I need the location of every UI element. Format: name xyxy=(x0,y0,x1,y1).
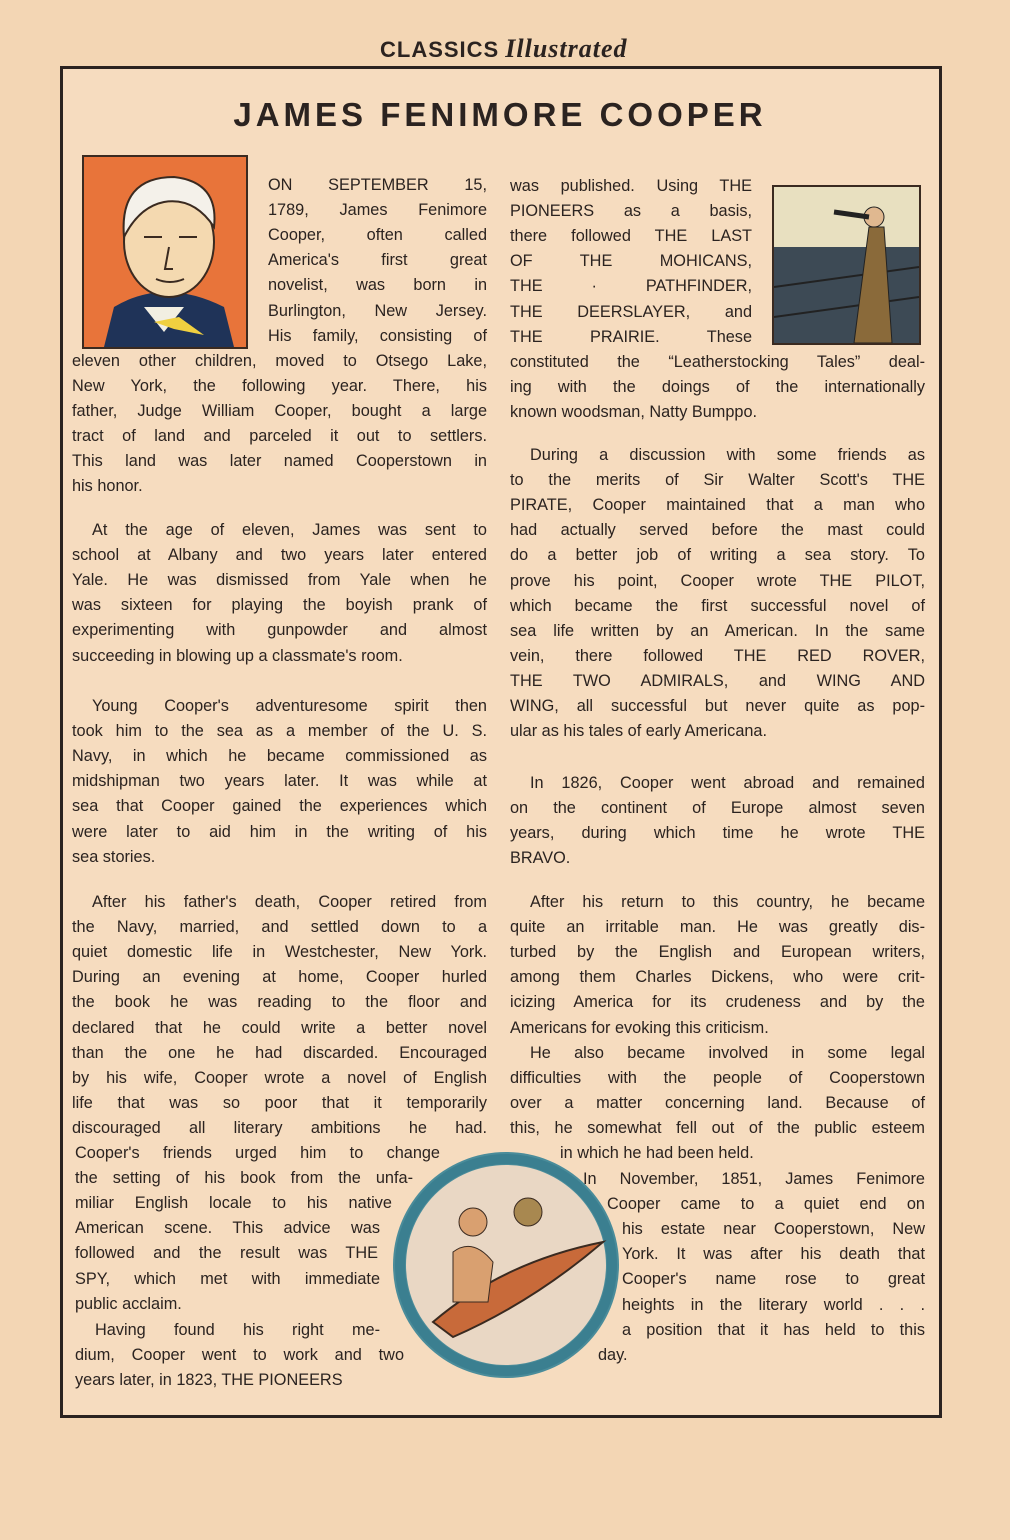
text-line: OF THE MOHICANS, xyxy=(510,252,752,271)
text-line: THE PRAIRIE. These xyxy=(510,327,752,346)
text-line: succeeding in blowing up a classmate's room. xyxy=(72,646,403,665)
text-line: were later to aid him in the writing of his xyxy=(72,822,487,841)
text-line: on the continent of Europe almost seven xyxy=(510,799,925,818)
text-line: which became the first successful novel of xyxy=(510,596,925,615)
text-line: constituted the “Leatherstocking Tales” deal- xyxy=(510,352,925,371)
masthead xyxy=(380,34,640,66)
text-line: turbed by the English and European writers, xyxy=(510,943,925,962)
text-line: ular as his tales of early Americana. xyxy=(510,722,768,741)
text-line: declared that he could write a better novel xyxy=(72,1018,487,1037)
text-line: THE TWO ADMIRALS, and WING AND xyxy=(510,671,925,690)
text-line: sea life written by an American. In the same xyxy=(510,621,925,640)
text-line: tract of land and parceled it out to settlers. xyxy=(72,427,487,445)
text-line: followed and the result was THE xyxy=(75,1244,378,1263)
text-line: WING, all successful but never quite as pop- xyxy=(510,697,925,715)
text-line: day. xyxy=(598,1345,628,1364)
text-line: During an evening at home, Cooper hurled xyxy=(72,968,487,987)
text-line: eleven other children, moved to Otsego Lake, xyxy=(72,351,487,370)
text-line: this, he somewhat fell out of the public esteem xyxy=(510,1119,925,1138)
text-line: difficulties with the people of Cooperstown xyxy=(510,1069,925,1088)
text-line: This land was later named Cooperstown in xyxy=(72,452,487,471)
text-line: the setting of his book from the unfa- xyxy=(75,1169,413,1188)
text-line: a position that it has held to this xyxy=(622,1320,925,1339)
text-line: In 1826, Cooper went abroad and remained xyxy=(530,774,925,792)
text-line: the Navy, married, and settled down to a xyxy=(72,918,487,937)
text-line: Burlington, New Jersey. xyxy=(268,301,487,320)
text-line: Americans for evoking this criticism. xyxy=(510,1018,769,1037)
text-line: Yale. He was dismissed from Yale when he xyxy=(72,571,487,590)
text-line: In November, 1851, James Fenimore xyxy=(583,1170,925,1188)
text-line: father, Judge William Cooper, bought a large xyxy=(72,401,487,420)
text-line: 1789, James Fenimore xyxy=(268,201,487,220)
text-line: Cooper came to a quiet end on xyxy=(607,1195,925,1214)
text-line: ing with the doings of the internationally xyxy=(510,377,925,396)
text-line: ON SEPTEMBER 15, xyxy=(268,176,487,194)
text-line: years, during which time he wrote THE xyxy=(510,824,925,843)
text-line: school at Albany and two years later entered xyxy=(72,546,487,565)
text-line: sea stories. xyxy=(72,847,156,866)
masthead-brand: CLASSICS xyxy=(380,37,500,62)
text-line: After his return to this country, he became xyxy=(530,893,925,911)
text-line: PIONEERS as a basis, xyxy=(510,202,752,221)
text-line: During a discussion with some friends as xyxy=(530,446,925,464)
text-line: vein, there followed THE RED ROVER, xyxy=(510,646,925,665)
text-line: Having found his right me- xyxy=(95,1321,380,1339)
text-line: years later, in 1823, THE PIONEERS xyxy=(75,1371,343,1390)
text-line: to the merits of Sir Walter Scott's THE xyxy=(510,471,925,490)
text-line: was sixteen for playing the boyish prank of xyxy=(72,596,487,615)
text-line: known woodsman, Natty Bumppo. xyxy=(510,402,758,421)
text-line: sea that Cooper gained the experiences which xyxy=(72,797,487,816)
text-line: heights in the literary world . . . xyxy=(622,1295,925,1314)
text-line: Cooper's name rose to great xyxy=(622,1270,925,1289)
text-line: Young Cooper's adventuresome spirit then xyxy=(92,697,487,715)
text-line: icizing America for its crudeness and by the xyxy=(510,993,925,1012)
text-line: than the one he had discarded. Encouraged xyxy=(72,1043,487,1062)
text-line: miliar English locale to his native xyxy=(75,1194,392,1213)
text-line: America's first great xyxy=(268,251,487,270)
text-line: there followed THE LAST xyxy=(510,227,752,246)
portrait-illustration xyxy=(82,155,248,349)
text-line: Cooper's friends urged him to change xyxy=(75,1144,440,1162)
text-line: had actually served before the mast could xyxy=(510,521,925,540)
text-line: THE DEERSLAYER, and xyxy=(510,302,752,321)
text-line: dium, Cooper went to work and two xyxy=(75,1346,404,1365)
text-line: American scene. This advice was xyxy=(75,1219,380,1238)
text-line: was published. Using THE xyxy=(510,177,752,195)
text-line: his honor. xyxy=(72,477,143,496)
text-line: his estate near Cooperstown, New xyxy=(622,1220,925,1239)
text-line: PIRATE, Cooper maintained that a man who xyxy=(510,496,925,515)
text-line: do a better job of writing a sea story. To xyxy=(510,546,925,565)
text-line: New York, the following year. There, his xyxy=(72,376,487,395)
text-line: quite an irritable man. He was greatly dis- xyxy=(510,918,925,937)
text-line: After his father's death, Cooper retired from xyxy=(92,893,487,911)
text-line: prove his point, Cooper wrote THE PILOT, xyxy=(510,571,925,590)
text-line: At the age of eleven, James was sent to xyxy=(92,521,487,539)
text-line: took him to the sea as a member of the U. S. xyxy=(72,722,487,741)
masthead-script: Illustrated xyxy=(505,34,628,63)
text-line: His family, consisting of xyxy=(268,326,487,345)
text-line: York. It was after his death that xyxy=(622,1245,925,1264)
text-line: life that was so poor that it temporarily xyxy=(72,1093,487,1112)
ship-illustration xyxy=(772,185,921,345)
text-line: the book he was reading to the floor and xyxy=(72,993,487,1012)
text-line: He also became involved in some legal xyxy=(530,1044,925,1062)
text-line: BRAVO. xyxy=(510,849,571,868)
text-line: public acclaim. xyxy=(75,1294,182,1313)
text-line: among them Charles Dickens, who were crit- xyxy=(510,968,925,987)
text-line: midshipman two years later. It was while at xyxy=(72,772,487,791)
text-line: Cooper, often called xyxy=(268,226,487,245)
text-line: discouraged all literary ambitions he had. xyxy=(72,1118,487,1137)
text-line: Navy, in which he became commissioned as xyxy=(72,747,487,766)
text-line: by his wife, Cooper wrote a novel of English xyxy=(72,1068,487,1087)
text-line: in which he had been held. xyxy=(560,1144,754,1163)
text-line: experimenting with gunpowder and almost xyxy=(72,621,487,640)
text-line: quiet domestic life in Westchester, New York. xyxy=(72,943,487,962)
text-line: novelist, was born in xyxy=(268,276,487,295)
text-line: SPY, which met with immediate xyxy=(75,1269,380,1288)
text-line: over a matter concerning land. Because of xyxy=(510,1094,925,1113)
page-title: JAMES FENIMORE COOPER xyxy=(233,96,767,133)
text-line: THE · PATHFINDER, xyxy=(510,277,752,296)
